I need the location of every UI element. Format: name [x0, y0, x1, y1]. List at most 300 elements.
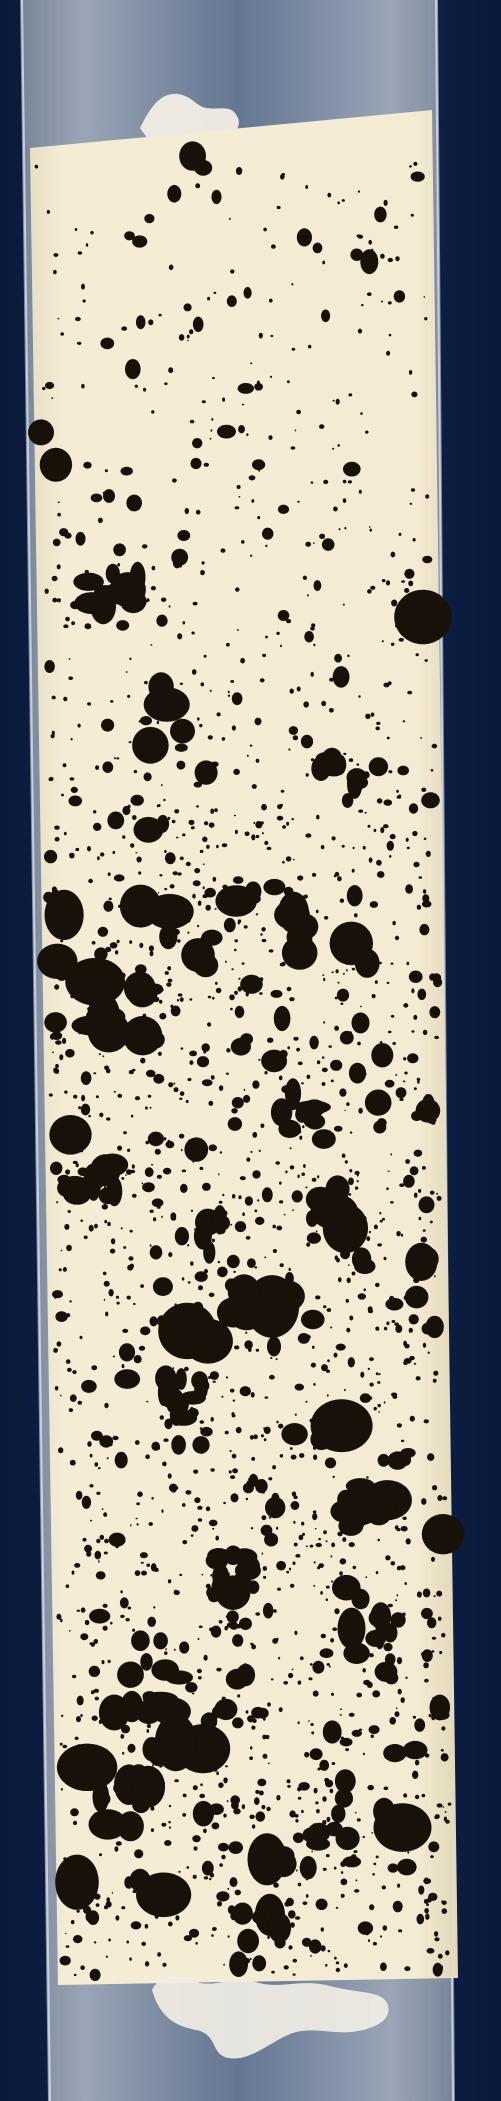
ink-speck	[362, 1836, 365, 1838]
ink-speck	[151, 410, 154, 413]
ink-speck	[93, 1072, 96, 1074]
ink-speck	[295, 1554, 300, 1558]
ink-speck	[352, 869, 355, 873]
ink-speck	[412, 831, 417, 836]
ink-speck	[380, 1962, 387, 1971]
ink-speck	[205, 1356, 211, 1361]
ink-speck	[151, 1442, 160, 1451]
ink-speck	[425, 659, 428, 662]
ink-speck	[200, 1783, 203, 1786]
ink-speck	[226, 1376, 228, 1378]
ink-speck	[246, 1236, 251, 1240]
ink-speck	[265, 1735, 269, 1739]
ink-speck	[358, 1293, 366, 1299]
ink-speck	[422, 1166, 426, 1170]
ink-speck	[54, 984, 59, 989]
ink-speck	[259, 1150, 261, 1152]
ink-speck	[104, 1403, 108, 1408]
ink-speck	[380, 1041, 383, 1043]
ink-speck	[229, 994, 235, 1000]
ink-speck	[144, 687, 190, 722]
ink-speck	[424, 296, 426, 298]
ink-speck	[230, 1008, 233, 1011]
ink-speck	[227, 1888, 229, 1890]
ink-speck	[355, 1812, 357, 1814]
ink-speck	[98, 1556, 100, 1558]
ink-speck	[247, 1258, 256, 1268]
ink-speck	[280, 1263, 284, 1267]
ink-speck	[304, 1752, 309, 1758]
ink-speck	[226, 1669, 249, 1690]
ink-speck	[361, 1216, 367, 1222]
ink-speck	[246, 1498, 248, 1500]
ink-speck	[170, 1212, 176, 1219]
ink-speck	[182, 1540, 187, 1544]
ink-speck	[337, 982, 339, 984]
ink-speck	[376, 727, 380, 731]
ink-speck	[137, 1491, 143, 1497]
ink-speck	[419, 1196, 435, 1213]
ink-speck	[177, 939, 181, 942]
ink-blotch	[143, 1030, 165, 1049]
ink-speck	[63, 624, 68, 628]
ink-speck	[401, 1440, 404, 1443]
ink-speck	[330, 1327, 332, 1329]
ink-speck	[280, 804, 283, 807]
ink-speck	[207, 297, 210, 301]
ink-speck	[321, 1927, 324, 1931]
ink-speck	[145, 1454, 150, 1459]
ink-speck	[356, 234, 361, 237]
ink-speck	[222, 737, 226, 741]
ink-speck	[262, 939, 267, 942]
ink-speck	[301, 1173, 305, 1176]
ink-speck	[427, 1210, 429, 1212]
ink-speck	[319, 534, 325, 539]
ink-speck	[203, 1829, 207, 1834]
ink-speck	[291, 283, 293, 285]
ink-speck	[78, 724, 81, 728]
ink-speck	[100, 852, 104, 856]
ink-speck	[132, 1194, 137, 1198]
ink-speck	[213, 1381, 216, 1383]
ink-speck	[276, 1421, 278, 1424]
ink-speck	[409, 971, 423, 983]
ink-speck	[388, 1604, 393, 1608]
ink-speck	[276, 1795, 280, 1801]
ink-speck	[102, 1204, 108, 1210]
ink-blotch	[332, 935, 371, 960]
ink-speck	[369, 1231, 371, 1233]
ink-speck	[60, 1395, 62, 1397]
ink-speck	[45, 382, 54, 389]
ink-speck	[288, 1910, 296, 1918]
ink-speck	[280, 174, 285, 180]
ink-speck	[155, 1149, 161, 1155]
ink-speck	[357, 763, 360, 765]
ink-speck	[63, 697, 67, 702]
ink-speck	[398, 1929, 402, 1932]
ink-speck	[325, 1780, 333, 1788]
ink-blotch	[90, 589, 116, 624]
ink-speck	[417, 989, 426, 1000]
ink-speck	[235, 1006, 245, 1018]
ink-speck	[267, 847, 272, 850]
ink-speck	[206, 905, 211, 911]
ink-speck	[421, 1498, 426, 1505]
ink-speck	[399, 638, 404, 642]
ink-speck	[189, 1728, 191, 1730]
ink-speck	[87, 985, 90, 989]
ink-speck	[328, 1950, 331, 1952]
ink-speck	[62, 1038, 66, 1044]
ink-speck	[194, 782, 202, 788]
ink-speck	[290, 1584, 294, 1588]
ink-speck	[290, 1447, 293, 1450]
ink-speck	[321, 845, 325, 849]
ink-speck	[211, 1075, 215, 1079]
ink-speck	[83, 1538, 87, 1542]
ink-speck	[307, 1232, 321, 1243]
ink-speck	[317, 1175, 319, 1178]
ink-speck	[231, 968, 233, 970]
ink-speck	[234, 949, 237, 951]
ink-speck	[288, 1945, 292, 1949]
ink-speck	[229, 218, 231, 220]
ink-speck	[391, 552, 396, 558]
ink-speck	[344, 1389, 346, 1391]
ink-speck	[337, 876, 342, 881]
ink-speck	[336, 969, 339, 973]
ink-speck	[68, 676, 73, 680]
ink-speck	[203, 886, 205, 889]
ink-speck	[136, 1570, 140, 1575]
ink-speck	[281, 962, 285, 966]
ink-blotch	[311, 756, 330, 781]
ink-speck	[115, 1915, 119, 1920]
ink-speck	[284, 1214, 286, 1216]
ink-speck	[164, 382, 167, 385]
ink-speck	[389, 855, 391, 858]
ink-speck	[202, 1043, 210, 1052]
ink-speck	[171, 1435, 186, 1455]
ink-speck	[58, 1025, 61, 1028]
ink-speck	[35, 165, 39, 169]
ink-speck	[252, 1132, 257, 1138]
ink-blotch	[286, 1080, 300, 1110]
ink-speck	[304, 631, 314, 642]
ink-speck	[369, 1653, 374, 1657]
ink-speck	[441, 1749, 444, 1752]
ink-speck	[344, 527, 346, 530]
ink-speck	[136, 1870, 139, 1873]
ink-speck	[429, 1006, 440, 1018]
ink-blotch	[365, 1498, 392, 1525]
ink-speck	[409, 1328, 413, 1333]
ink-blotch	[346, 1478, 375, 1494]
ink-speck	[247, 1945, 250, 1949]
ink-speck	[371, 249, 374, 252]
ink-speck	[294, 1631, 297, 1635]
ink-speck	[233, 1271, 236, 1273]
ink-speck	[433, 1963, 443, 1977]
ink-speck	[258, 1059, 261, 1061]
ink-speck	[231, 1108, 237, 1113]
ink-speck	[161, 1216, 163, 1218]
ink-speck	[368, 240, 372, 245]
ink-speck	[120, 1538, 126, 1544]
ink-speck	[287, 1046, 290, 1049]
ink-speck	[162, 1462, 167, 1467]
ink-speck	[428, 1893, 437, 1901]
ink-speck	[353, 847, 355, 849]
ink-speck	[114, 1698, 121, 1706]
ink-speck	[339, 1088, 346, 1096]
ink-speck	[422, 1323, 433, 1335]
ink-speck	[40, 448, 72, 482]
ink-speck	[434, 1931, 438, 1937]
ink-speck	[105, 469, 108, 472]
ink-speck	[246, 1157, 250, 1161]
ink-speck	[397, 1594, 399, 1596]
ink-speck	[323, 978, 325, 981]
ink-speck	[349, 1316, 353, 1321]
ink-speck	[189, 329, 193, 334]
ink-speck	[141, 1571, 147, 1576]
ink-speck	[150, 1107, 152, 1109]
ink-speck	[210, 1371, 219, 1380]
ink-speck	[120, 1615, 124, 1618]
ink-speck	[44, 850, 57, 863]
ink-speck	[94, 947, 107, 960]
ink-speck	[384, 1401, 386, 1403]
ink-speck	[353, 1566, 357, 1569]
ink-speck	[139, 821, 147, 828]
ink-speck	[28, 419, 54, 445]
ink-speck	[61, 794, 64, 797]
ink-speck	[250, 1958, 252, 1960]
ink-speck	[396, 1707, 398, 1709]
ink-speck	[50, 1162, 62, 1175]
ink-speck	[331, 1543, 335, 1548]
ink-speck	[191, 632, 194, 635]
ink-speck	[113, 851, 116, 854]
ink-speck	[245, 1332, 247, 1334]
ink-speck	[305, 542, 311, 547]
ink-speck	[361, 304, 364, 306]
ink-speck	[360, 1372, 364, 1378]
ink-speck	[394, 590, 451, 645]
ink-speck	[311, 1363, 316, 1368]
ink-speck	[352, 968, 355, 971]
ink-speck	[405, 1286, 429, 1309]
ink-speck	[66, 1313, 71, 1317]
ink-speck	[153, 1606, 155, 1608]
ink-speck	[131, 795, 144, 806]
ink-speck	[124, 231, 135, 240]
ink-speck	[313, 1383, 315, 1386]
ink-speck	[232, 1097, 244, 1108]
ink-speck	[254, 1210, 257, 1213]
ink-speck	[71, 738, 73, 740]
ink-speck	[279, 1200, 283, 1203]
ink-speck	[345, 1160, 348, 1163]
ink-speck	[298, 1721, 300, 1724]
ink-speck	[199, 1794, 205, 1798]
ink-speck	[106, 1956, 108, 1958]
ink-speck	[385, 1080, 395, 1088]
ink-speck	[173, 871, 178, 875]
ink-speck	[243, 1095, 250, 1103]
ink-speck	[151, 1497, 153, 1500]
ink-speck	[382, 1218, 385, 1221]
ink-speck	[197, 1056, 209, 1067]
ink-speck	[75, 1737, 79, 1740]
ink-speck	[194, 868, 200, 873]
ink-speck	[413, 538, 416, 542]
ink-speck	[375, 1327, 379, 1331]
ink-speck	[437, 1803, 443, 1807]
ink-speck	[198, 1676, 202, 1679]
ink-speck	[63, 763, 67, 767]
ink-speck	[384, 200, 388, 206]
ink-speck	[255, 718, 262, 726]
ink-speck	[252, 1824, 255, 1828]
ink-speck	[151, 1828, 154, 1832]
ink-speck	[386, 1322, 389, 1326]
ink-speck	[207, 1022, 211, 1026]
ink-speck	[434, 1275, 436, 1277]
ink-speck	[200, 1420, 204, 1424]
ink-speck	[236, 1427, 242, 1433]
ink-speck	[189, 1338, 192, 1341]
ink-speck	[374, 207, 386, 223]
ink-speck	[169, 1484, 178, 1492]
ink-speck	[180, 1091, 185, 1096]
ink-speck	[313, 1691, 319, 1697]
ink-speck	[115, 1452, 128, 1469]
ink-speck	[301, 735, 313, 749]
ink-speck	[387, 841, 394, 851]
ink-speck	[441, 1726, 445, 1730]
ink-speck	[250, 1746, 252, 1749]
ink-speck	[377, 1118, 387, 1127]
ink-speck	[174, 1779, 179, 1782]
ink-speck	[428, 1352, 430, 1354]
ink-speck	[167, 1732, 175, 1737]
ink-speck	[210, 809, 214, 814]
ink-speck	[232, 1194, 235, 1199]
ink-speck	[271, 990, 283, 998]
ink-speck	[158, 822, 161, 826]
ink-speck	[167, 966, 171, 970]
ink-speck	[251, 1726, 255, 1730]
ink-speck	[271, 1678, 274, 1680]
ink-speck	[219, 1863, 223, 1867]
ink-speck	[343, 973, 345, 975]
ink-speck	[407, 691, 412, 695]
ink-speck	[148, 1132, 164, 1147]
ink-speck	[366, 1236, 370, 1241]
ink-speck	[213, 292, 216, 294]
ink-speck	[208, 1101, 213, 1106]
ink-speck	[240, 1033, 253, 1045]
ink-speck	[358, 1921, 373, 1934]
ink-speck	[198, 901, 202, 906]
ink-speck	[265, 636, 268, 639]
ink-speck	[95, 765, 99, 770]
ink-speck	[338, 1608, 366, 1650]
ink-speck	[158, 1303, 216, 1359]
ink-speck	[438, 1954, 443, 1959]
ink-speck	[326, 1586, 330, 1589]
ink-speck	[287, 1785, 291, 1788]
ink-speck	[187, 340, 189, 342]
ink-speck	[365, 1090, 392, 1116]
ink-speck	[120, 1597, 129, 1608]
ink-speck	[114, 1369, 140, 1389]
ink-speck	[51, 734, 55, 738]
ink-speck	[99, 1435, 113, 1447]
ink-speck	[298, 1681, 302, 1685]
ink-speck	[94, 1894, 100, 1900]
ink-speck	[387, 1451, 407, 1469]
ink-speck	[381, 301, 383, 303]
ink-speck	[194, 1846, 198, 1850]
ink-speck	[403, 1003, 408, 1008]
ink-speck	[348, 393, 352, 396]
ink-speck	[112, 1892, 113, 1894]
ink-speck	[117, 563, 120, 566]
ink-speck	[140, 1653, 152, 1671]
ink-speck	[82, 1496, 91, 1509]
ink-speck	[328, 1045, 332, 1047]
ink-speck	[310, 1955, 312, 1957]
ink-speck	[399, 1098, 403, 1101]
ink-speck	[344, 1963, 348, 1968]
ink-speck	[69, 1630, 71, 1632]
ink-speck	[293, 1833, 304, 1844]
ink-speck	[121, 326, 127, 330]
ink-speck	[372, 1873, 375, 1876]
ink-speck	[318, 1538, 321, 1540]
ink-speck	[85, 1620, 90, 1625]
ink-speck	[331, 1693, 334, 1696]
ink-speck	[323, 1204, 368, 1254]
ink-speck	[249, 1756, 253, 1760]
ink-speck	[294, 1543, 298, 1547]
ink-speck	[52, 397, 54, 399]
ink-speck	[37, 944, 77, 979]
ink-speck	[369, 1357, 374, 1361]
ink-speck	[228, 1841, 243, 1854]
ink-speck	[260, 678, 265, 682]
ink-speck	[116, 757, 119, 759]
ink-speck	[409, 370, 412, 375]
ink-speck	[297, 687, 301, 692]
ink-speck	[69, 853, 75, 857]
ink-speck	[193, 1785, 198, 1790]
ink-speck	[340, 1003, 343, 1005]
ink-speck	[117, 1146, 122, 1151]
ink-speck	[346, 969, 348, 971]
ink-speck	[404, 1072, 407, 1075]
ink-speck	[341, 1894, 345, 1898]
ink-speck	[427, 1948, 435, 1954]
ink-speck	[260, 1958, 264, 1963]
ink-speck	[313, 542, 315, 544]
ink-speck	[161, 932, 166, 936]
